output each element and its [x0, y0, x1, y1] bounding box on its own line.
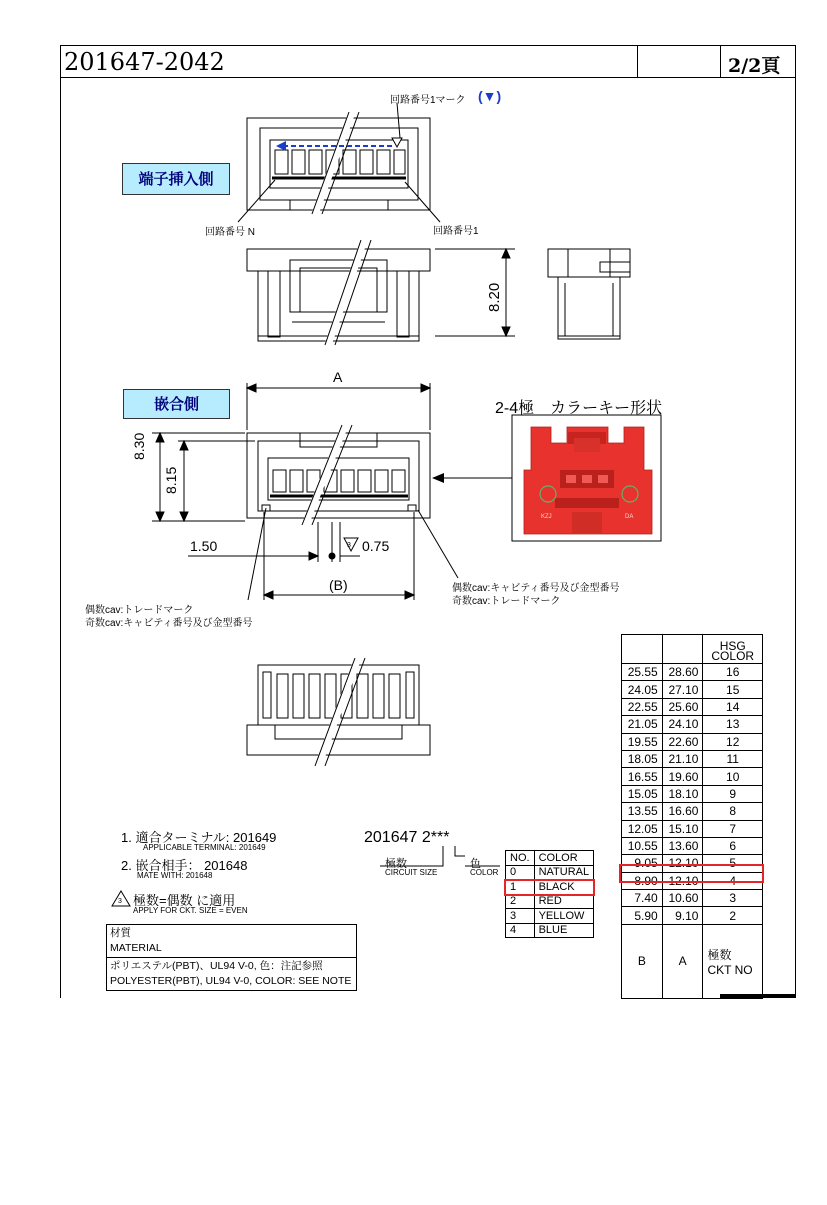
cell-b: 13.55	[622, 803, 663, 820]
cell-a: 24.10	[662, 716, 703, 733]
color-key-left-mark: KZJ	[541, 514, 552, 520]
table-row	[622, 785, 763, 802]
table-row	[622, 698, 763, 715]
color-name: YELLOW	[534, 909, 594, 924]
table-row	[622, 768, 763, 785]
right-note-line1: 偶数cav:キャビティ番号及び金型番号	[452, 583, 620, 594]
footer-ckt-en: CKT NO	[707, 962, 753, 977]
cell-a: 19.60	[662, 768, 703, 785]
circuit-mark-symbol: (▼)	[478, 88, 502, 104]
table-row	[622, 820, 763, 837]
left-note-line2: 奇数cav:キャビティ番号及び金型番号	[85, 618, 253, 629]
note-3-number: 3	[118, 898, 122, 905]
dim-a-label: A	[333, 369, 343, 385]
cell-a: 22.60	[662, 733, 703, 750]
table-row	[622, 890, 763, 907]
cell-b: 19.55	[622, 733, 663, 750]
cell-ckt: 15	[703, 681, 763, 698]
cell-a: 18.10	[662, 785, 703, 802]
cell-ckt: 5	[703, 855, 763, 872]
footer-ckt-jp: 極数	[707, 947, 732, 962]
cell-b: 8.90	[622, 872, 663, 889]
cell-b: 10.55	[622, 837, 663, 854]
note-3-en: APPLY FOR CKT. SIZE = EVEN	[133, 906, 248, 915]
bottom-view	[247, 658, 430, 766]
color-key-arrow	[432, 473, 444, 483]
note-3-jp: 極数=偶数 に適用	[133, 893, 236, 908]
circuit-size-en: CIRCUIT SIZE	[385, 868, 438, 877]
circuit-size-jp: 極数	[385, 858, 407, 870]
cell-ckt: 13	[703, 716, 763, 733]
cell-b: 21.05	[622, 716, 663, 733]
header-color: COLOR	[711, 649, 755, 663]
footer-ckt	[703, 924, 763, 998]
material-title-en: MATERIAL	[110, 942, 162, 954]
cell-ckt: 11	[703, 750, 763, 767]
cell-a: 16.60	[662, 803, 703, 820]
dimension-table	[621, 634, 763, 999]
cell-b: 12.05	[622, 820, 663, 837]
table-row	[622, 803, 763, 820]
cell-ckt: 14	[703, 698, 763, 715]
cell-b: 18.05	[622, 750, 663, 767]
table-header-blank	[622, 635, 663, 664]
table-row	[622, 837, 763, 854]
color-no: 2	[506, 894, 535, 909]
table-row	[622, 664, 763, 681]
part-code: 201647 2***	[364, 829, 450, 846]
material-title-jp: 材質	[110, 927, 131, 939]
cell-ckt: 7	[703, 820, 763, 837]
color-no: 1	[506, 880, 535, 895]
document-number: 201647-2042	[64, 48, 225, 76]
table-row	[506, 909, 594, 924]
table-row	[506, 865, 594, 880]
color-no: 0	[506, 865, 535, 880]
side-height-label: 8.20	[486, 282, 503, 312]
note-1-en: APPLICABLE TERMINAL: 201649	[143, 843, 266, 852]
header-hsg: HSG	[719, 639, 746, 653]
note-2-en: MATE WITH: 201648	[137, 871, 213, 880]
note3-ref-number: 3	[347, 542, 351, 549]
color-no: 3	[506, 909, 535, 924]
cell-b: 24.05	[622, 681, 663, 698]
color-en: COLOR	[470, 868, 499, 877]
table-row	[622, 716, 763, 733]
cell-ckt: 4	[703, 872, 763, 889]
cell-a: 9.10	[662, 907, 703, 924]
cell-ckt: 12	[703, 733, 763, 750]
circuit-mark-label: 回路番号1マーク	[390, 95, 466, 106]
color-table-header-no: NO.	[506, 851, 535, 866]
cell-ckt: 3	[703, 890, 763, 907]
left-note-line1: 偶数cav:トレードマーク	[85, 605, 194, 616]
material-table	[106, 924, 357, 991]
table-row	[622, 750, 763, 767]
material-value	[107, 958, 357, 991]
color-key-right-mark: DA	[625, 514, 634, 520]
circuit-n-label: 回路番号 N	[205, 227, 255, 238]
cell-a: 28.60	[662, 664, 703, 681]
color-table-header-color: COLOR	[534, 851, 594, 866]
highlight-black	[504, 879, 595, 896]
table-row	[622, 733, 763, 750]
cell-b: 7.40	[622, 890, 663, 907]
cell-b: 22.55	[622, 698, 663, 715]
dim-b-label: (B)	[329, 577, 348, 593]
cell-a: 12.10	[662, 872, 703, 889]
cell-ckt: 2	[703, 907, 763, 924]
mating-view-cavities	[273, 470, 405, 492]
table-row	[622, 907, 763, 924]
color-name: NATURAL	[534, 865, 594, 880]
dim-830-label: 8.30	[131, 432, 147, 460]
footer-b: B	[622, 924, 663, 998]
material-value-jp: ポリエステル(PBT)、UL94 V-0, 色：注記参照	[110, 960, 323, 972]
highlight-ckt-4	[619, 864, 764, 883]
color-name: BLUE	[534, 923, 594, 938]
page-number: 2/2頁	[728, 55, 781, 77]
cell-b: 25.55	[622, 664, 663, 681]
dim-075-label: 0.75	[362, 538, 390, 554]
color-jp: 色	[470, 858, 481, 870]
cell-ckt: 8	[703, 803, 763, 820]
cell-a: 21.10	[662, 750, 703, 767]
table-row	[506, 894, 594, 909]
right-note-line2: 奇数cav:トレードマーク	[452, 596, 561, 607]
cell-a: 10.60	[662, 890, 703, 907]
table-header-blank	[662, 635, 703, 664]
dim-150-label: 1.50	[190, 538, 218, 554]
cell-a: 15.10	[662, 820, 703, 837]
cell-ckt: 9	[703, 785, 763, 802]
cell-a: 13.60	[662, 837, 703, 854]
color-key-title: 2-4極 カラーキー形状	[495, 400, 663, 417]
table-row	[622, 681, 763, 698]
insertion-side-label: 端子挿入側	[122, 163, 230, 195]
cell-ckt: 10	[703, 768, 763, 785]
cell-a: 25.60	[662, 698, 703, 715]
cell-b: 9.05	[622, 855, 663, 872]
material-value-en: POLYESTER(PBT), UL94 V-0, COLOR: SEE NOTE	[110, 975, 352, 987]
note-1-jp: 1. 適合ターミナル: 201649	[121, 830, 277, 845]
mating-side-label: 嵌合側	[123, 389, 230, 419]
cell-ckt: 16	[703, 664, 763, 681]
color-name: RED	[534, 894, 594, 909]
cell-a: 12.10	[662, 855, 703, 872]
color-no: 4	[506, 923, 535, 938]
cell-b: 16.55	[622, 768, 663, 785]
table-row	[506, 923, 594, 938]
side-view-outline	[548, 249, 630, 277]
cell-b: 5.90	[622, 907, 663, 924]
table-header-hsg-color	[703, 635, 763, 664]
material-title	[107, 925, 357, 958]
cell-b: 15.05	[622, 785, 663, 802]
circuit-1-label: 回路番号1	[433, 226, 479, 237]
dim-815-label: 8.15	[163, 466, 179, 494]
color-name: BLACK	[534, 880, 594, 895]
note-2-jp: 2. 嵌合相手： 201648	[121, 858, 248, 873]
footer-a: A	[662, 924, 703, 998]
cell-ckt: 6	[703, 837, 763, 854]
cell-a: 27.10	[662, 681, 703, 698]
